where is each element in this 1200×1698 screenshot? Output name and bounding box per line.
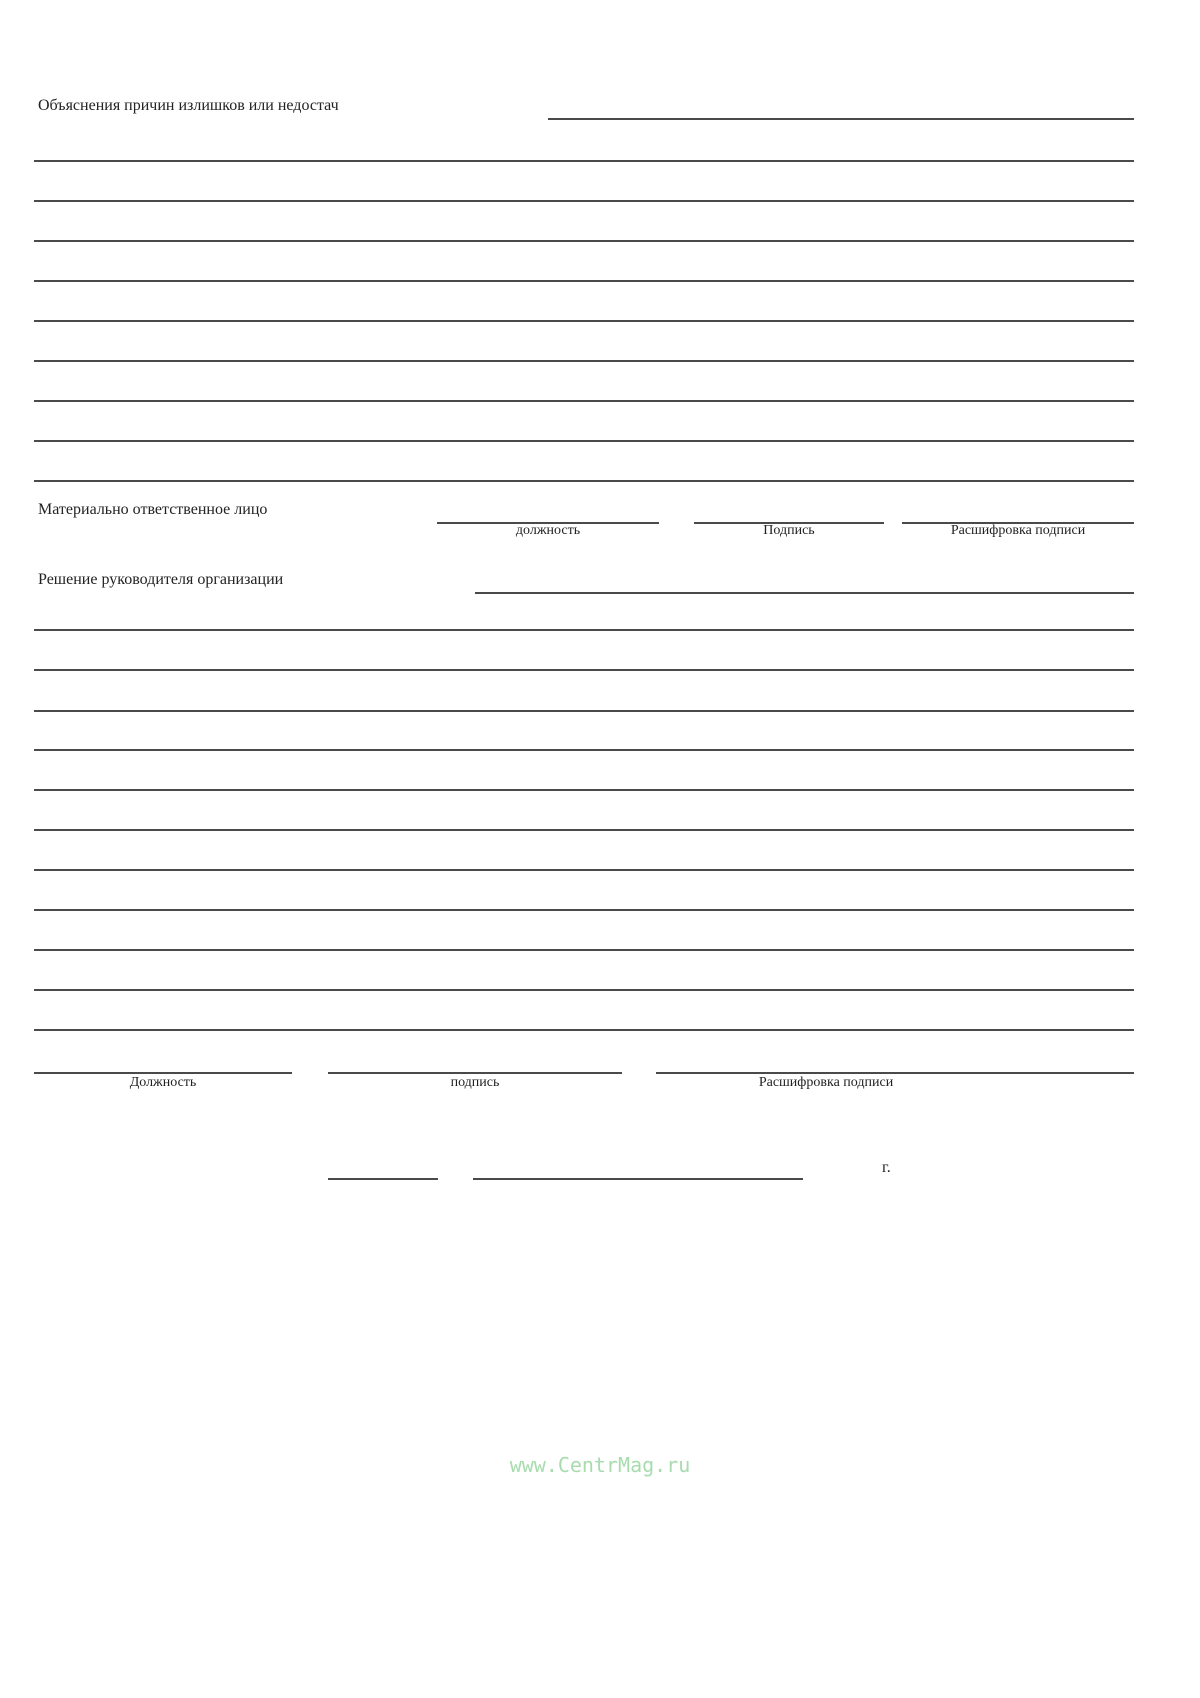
decision-writing-line — [34, 789, 1134, 791]
year-suffix: г. — [882, 1159, 891, 1176]
head-decoding-field[interactable] — [656, 1050, 1134, 1074]
decision-writing-line — [34, 710, 1134, 712]
head-position-field[interactable] — [34, 1050, 292, 1074]
responsible-signature-caption: Подпись — [763, 523, 815, 538]
explanation-line-first — [548, 118, 1134, 120]
head-position-caption: Должность — [129, 1075, 197, 1090]
responsible-position-field[interactable] — [437, 500, 659, 524]
explanation-writing-line — [34, 440, 1134, 442]
decision-writing-line — [34, 869, 1134, 871]
decision-writing-line — [34, 949, 1134, 951]
decision-writing-line — [34, 629, 1134, 631]
explanation-writing-field[interactable] — [34, 216, 1134, 242]
decision-writing-line — [34, 909, 1134, 911]
date-month-field[interactable] — [473, 1154, 803, 1180]
explanation-writing-line — [34, 200, 1134, 202]
date-day-field[interactable] — [328, 1154, 438, 1180]
date-month-line — [473, 1178, 803, 1180]
head-decoding-line — [656, 1072, 1134, 1074]
decision-writing-line — [34, 1029, 1134, 1031]
explanation-writing-field[interactable] — [34, 296, 1134, 322]
responsible-decoding-field[interactable] — [902, 500, 1134, 524]
decision-writing-field[interactable] — [34, 686, 1134, 712]
explanation-writing-field[interactable] — [34, 416, 1134, 442]
responsible-signature-field[interactable] — [694, 500, 884, 524]
watermark-text: www.CentrMag.ru — [509, 1453, 691, 1477]
decision-writing-field[interactable] — [34, 725, 1134, 751]
explanation-writing-field[interactable] — [34, 176, 1134, 202]
head-signature-line — [328, 1072, 622, 1074]
explanation-writing-line — [34, 240, 1134, 242]
head-signature-caption: подпись — [450, 1075, 500, 1090]
decision-writing-line — [34, 829, 1134, 831]
explanation-writing-field[interactable] — [34, 376, 1134, 402]
explanation-writing-field[interactable] — [34, 256, 1134, 282]
head-position-line — [34, 1072, 292, 1074]
decision-writing-field[interactable] — [34, 765, 1134, 791]
decision-writing-line — [34, 749, 1134, 751]
head-signature-field[interactable] — [328, 1050, 622, 1074]
decision-writing-field[interactable] — [34, 805, 1134, 831]
explanation-writing-line — [34, 400, 1134, 402]
explanation-writing-line — [34, 360, 1134, 362]
explanation-writing-line — [34, 280, 1134, 282]
explanation-writing-field[interactable] — [34, 136, 1134, 162]
responsible-person-label: Материально ответственное лицо — [38, 501, 268, 518]
head-decoding-caption: Расшифровка подписи — [758, 1075, 894, 1090]
explanation-writing-field[interactable] — [34, 456, 1134, 482]
responsible-decoding-caption: Расшифровка подписи — [950, 523, 1086, 538]
decision-writing-line — [34, 669, 1134, 671]
decision-writing-field[interactable] — [34, 645, 1134, 671]
explanation-writing-field[interactable] — [34, 336, 1134, 362]
explanation-writing-line — [34, 160, 1134, 162]
decision-writing-field[interactable] — [34, 845, 1134, 871]
decision-writing-field[interactable] — [34, 925, 1134, 951]
date-day-line — [328, 1178, 438, 1180]
responsible-position-caption: должность — [515, 523, 581, 538]
explanation-writing-line — [34, 480, 1134, 482]
explanation-label: Объяснения причин излишков или недостач — [38, 97, 339, 114]
decision-line-first — [475, 592, 1134, 594]
decision-writing-field[interactable] — [34, 605, 1134, 631]
decision-writing-field[interactable] — [34, 885, 1134, 911]
explanation-field-first[interactable] — [548, 92, 1134, 120]
decision-writing-field[interactable] — [34, 1005, 1134, 1031]
explanation-writing-line — [34, 320, 1134, 322]
decision-writing-line — [34, 989, 1134, 991]
decision-writing-field[interactable] — [34, 965, 1134, 991]
decision-field-first[interactable] — [475, 566, 1134, 594]
decision-label: Решение руководителя организации — [38, 571, 284, 588]
